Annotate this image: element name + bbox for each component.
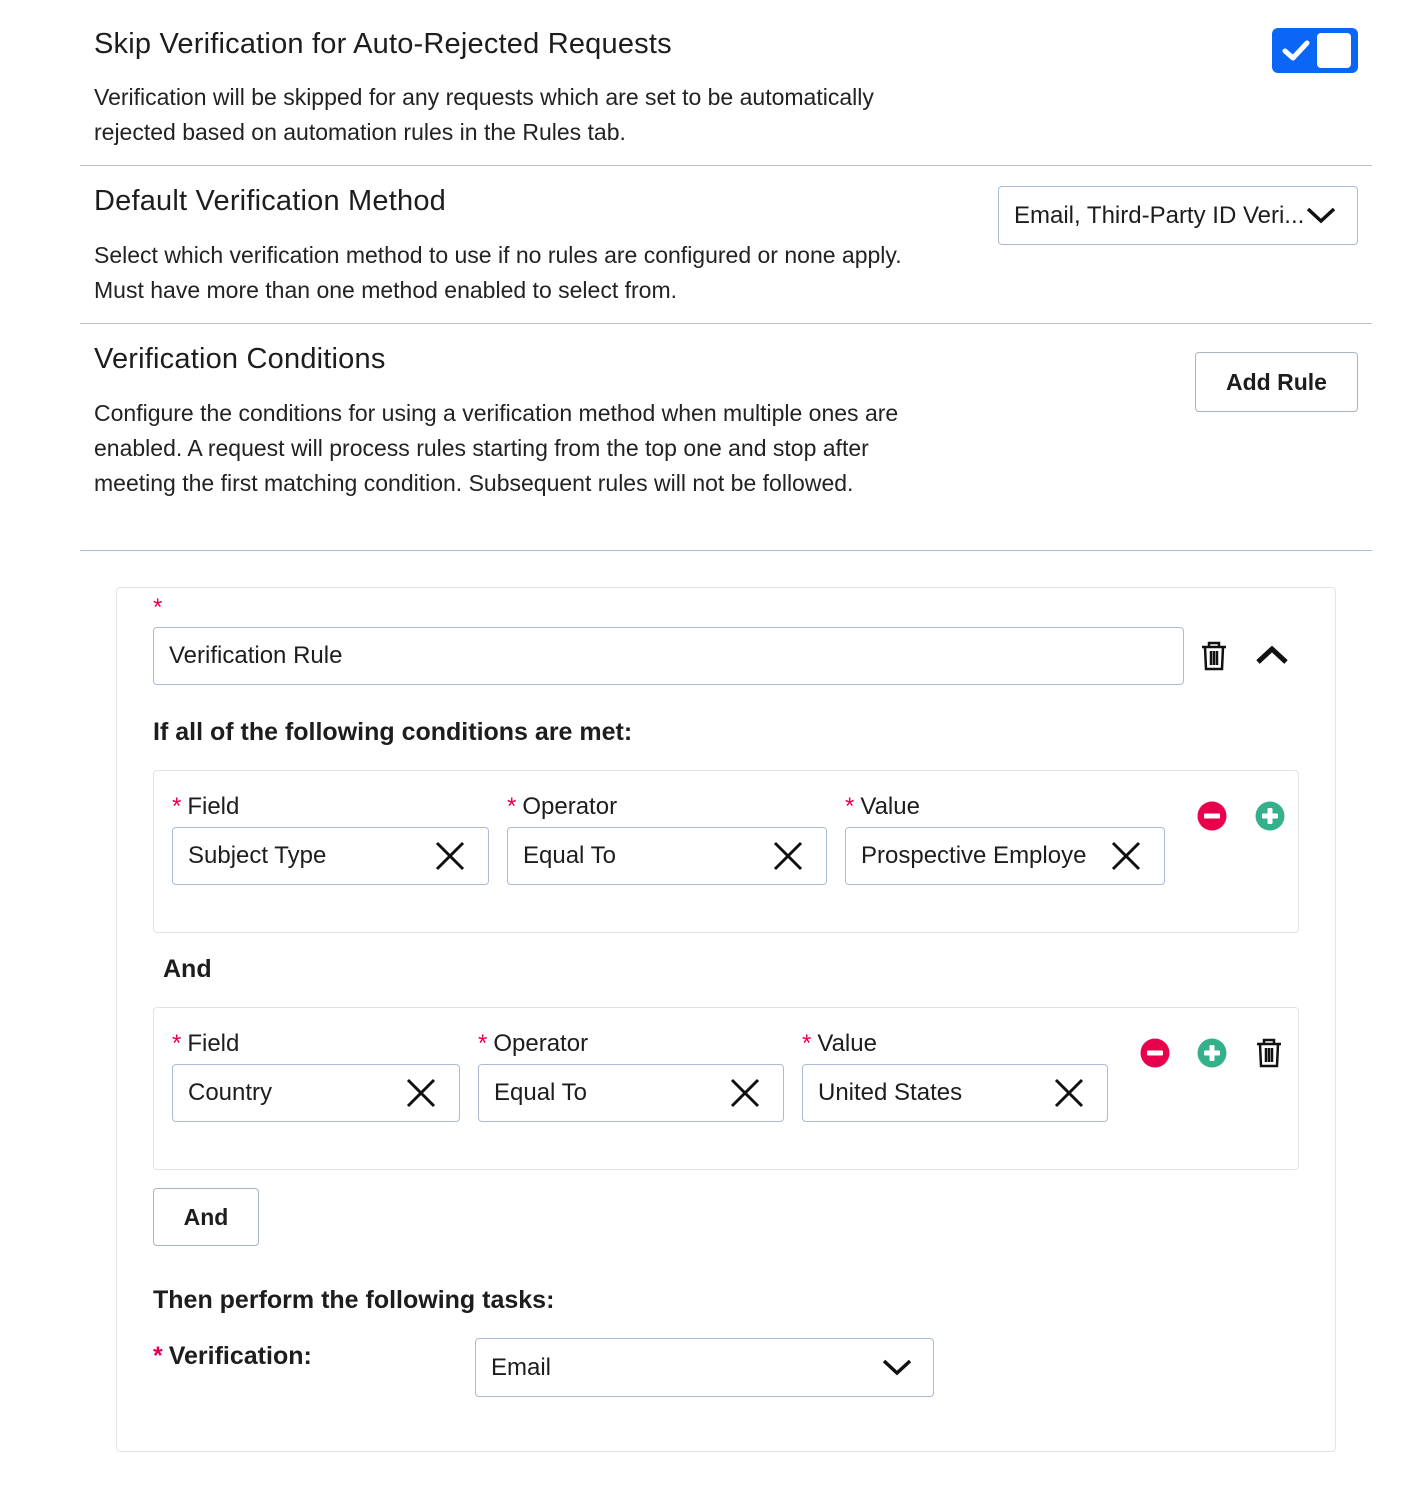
field-label: Field xyxy=(187,1030,240,1057)
divider xyxy=(80,323,1372,324)
chevron-up-icon[interactable] xyxy=(1255,644,1289,666)
operator-select[interactable] xyxy=(478,1064,784,1122)
value-value: Prospective Employe xyxy=(861,842,1087,869)
divider xyxy=(80,550,1372,551)
trash-icon[interactable] xyxy=(1199,640,1229,672)
default-method-title: Default Verification Method xyxy=(94,185,446,217)
field-select[interactable] xyxy=(172,827,489,885)
remove-condition-icon[interactable] xyxy=(1197,801,1227,831)
condition-row: * Field * Operator * Value Country Equal To United States xyxy=(153,1007,1299,1170)
clear-icon[interactable] xyxy=(434,840,466,872)
skip-description: Verification will be skipped for any requests which are set to be automatically rejected based on automation rules in the Rules tab. xyxy=(94,84,874,145)
trash-icon[interactable] xyxy=(1254,1037,1284,1069)
value-label: Value xyxy=(860,793,920,820)
default-method-description: Select which verification method to use if no rules are configured or none apply. Must have more than one method enabled to select from. xyxy=(94,242,902,303)
condition-row: * Field * Operator * Value Subject Type Equal To Prospective Employe xyxy=(153,770,1299,933)
default-method-select[interactable] xyxy=(998,186,1358,245)
field-select[interactable] xyxy=(172,1064,460,1122)
default-method-value: Email, Third-Party ID Veri... xyxy=(1014,201,1305,229)
clear-icon[interactable] xyxy=(1110,840,1142,872)
field-label: Field xyxy=(187,793,240,820)
and-button[interactable]: And xyxy=(153,1188,259,1246)
divider xyxy=(80,165,1372,166)
verification-value: Email xyxy=(491,1353,552,1381)
value-label: Value xyxy=(817,1030,877,1057)
verification-select[interactable] xyxy=(475,1338,934,1397)
add-condition-icon[interactable] xyxy=(1255,801,1285,831)
rule-name-input[interactable]: Verification Rule xyxy=(153,627,1184,685)
clear-icon[interactable] xyxy=(729,1077,761,1109)
value-select[interactable] xyxy=(845,827,1165,885)
chevron-down-icon xyxy=(1305,205,1337,225)
remove-condition-icon[interactable] xyxy=(1140,1038,1170,1068)
operator-label: Operator xyxy=(522,793,618,820)
field-value: Subject Type xyxy=(188,842,327,869)
clear-icon[interactable] xyxy=(1053,1077,1085,1109)
verification-label: Verification: xyxy=(168,1342,312,1370)
required-marker: * xyxy=(153,594,163,621)
and-label: And xyxy=(163,955,212,983)
then-label: Then perform the following tasks: xyxy=(153,1286,555,1314)
operator-select[interactable] xyxy=(507,827,827,885)
check-icon xyxy=(1282,38,1310,62)
conditions-title: Verification Conditions xyxy=(94,343,386,375)
skip-toggle[interactable] xyxy=(1272,28,1358,73)
clear-icon[interactable] xyxy=(405,1077,437,1109)
add-condition-icon[interactable] xyxy=(1197,1038,1227,1068)
toggle-knob xyxy=(1317,33,1351,68)
operator-value: Equal To xyxy=(494,1079,587,1106)
rule-card: * Verification Rule If all of the following conditions are met: * Field * Operator * Value Subject Type Equal To Prospective Employe And * Field * Operator * Value Country Equal To United States And Then perform the following tasks: * Verification: Email xyxy=(116,587,1336,1452)
conditions-description: Configure the conditions for using a verification method when multiple ones are enabled. A request will process rules starting from the top one and stop after meeting the first matching condition. Subsequent rules will not be followed. xyxy=(94,400,899,496)
value-value: United States xyxy=(818,1079,963,1106)
skip-title: Skip Verification for Auto-Rejected Requests xyxy=(94,28,672,60)
if-label: If all of the following conditions are met: xyxy=(153,718,633,746)
field-value: Country xyxy=(188,1079,273,1106)
add-rule-button[interactable]: Add Rule xyxy=(1195,352,1358,412)
value-select[interactable] xyxy=(802,1064,1108,1122)
operator-value: Equal To xyxy=(523,842,616,869)
operator-label: Operator xyxy=(493,1030,589,1057)
chevron-down-icon xyxy=(881,1357,913,1377)
clear-icon[interactable] xyxy=(772,840,804,872)
